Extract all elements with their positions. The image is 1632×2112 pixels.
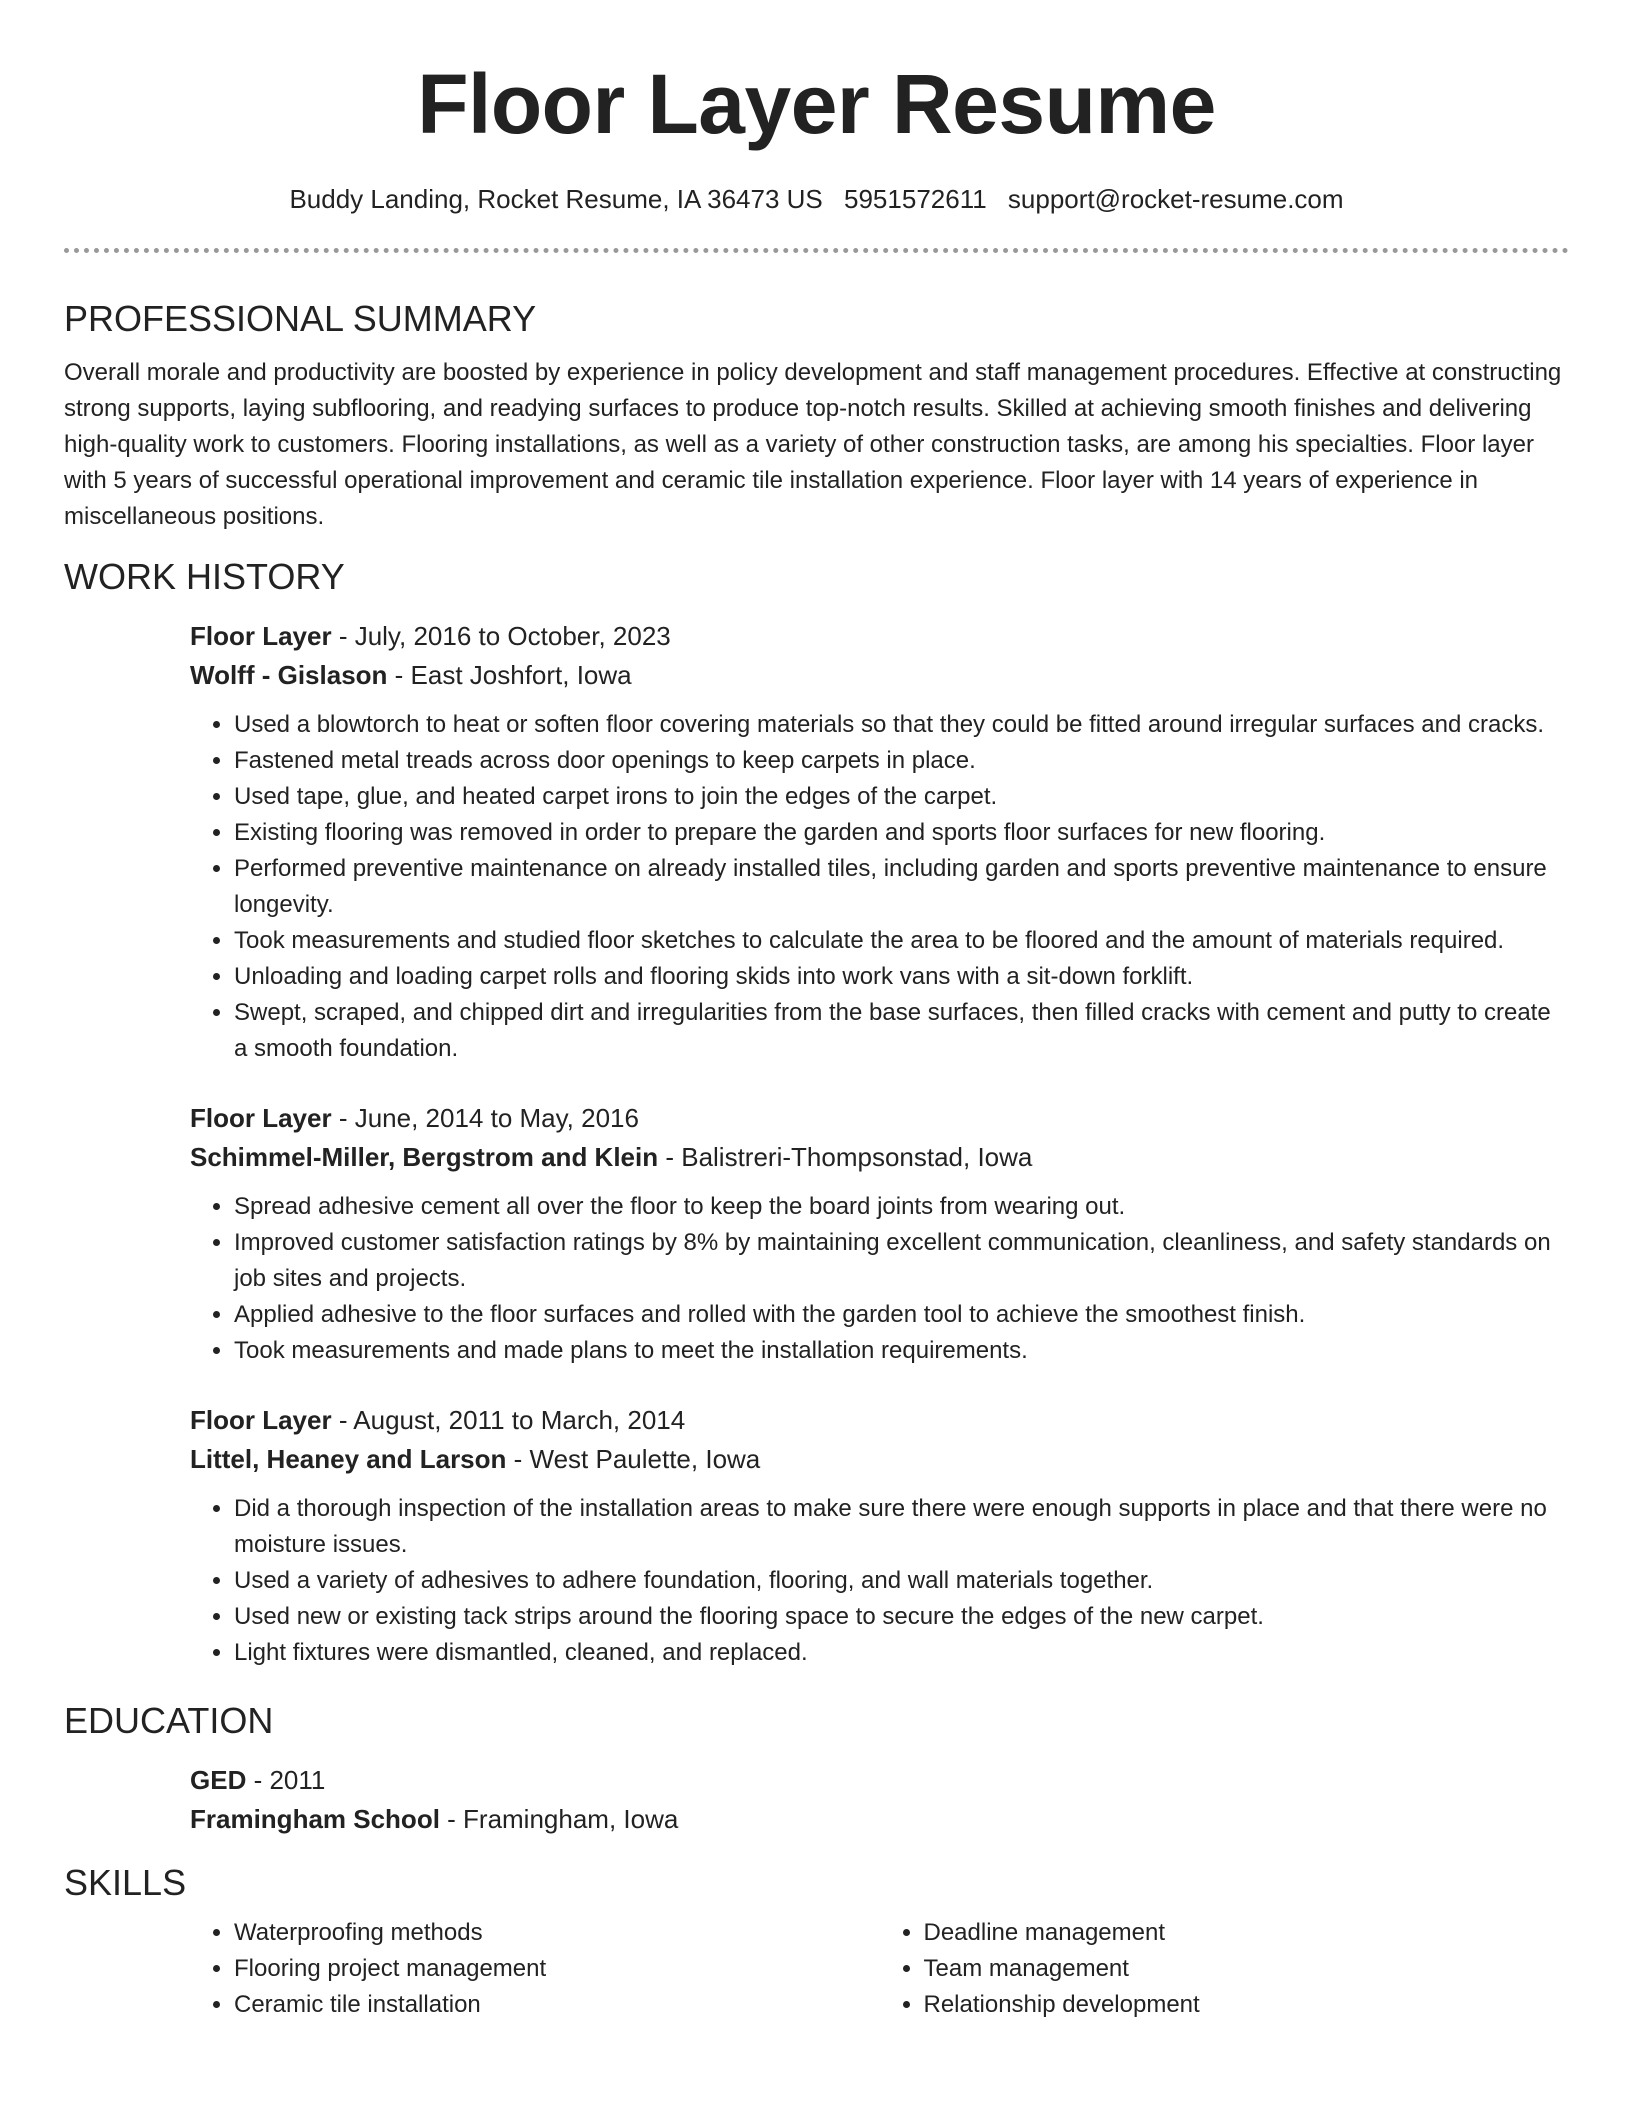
job-company: Wolff - Gislason [190, 660, 388, 690]
list-item: • Did a thorough inspection of the installation areas to make sure there were enough supports in place and that there were no moisture issues. [234, 1491, 1569, 1563]
job-company: Schimmel-Miller, Bergstrom and Klein [190, 1142, 659, 1172]
list-item: • Existing flooring was removed in order to prepare the garden and sports floor surfaces for new flooring. [234, 815, 1569, 851]
contact-address: Buddy Landing, Rocket Resume, IA 36473 US [289, 184, 823, 214]
contact-line [64, 182, 1569, 216]
job-entry [190, 617, 1569, 1067]
job-entry [190, 1099, 1569, 1369]
resume-page [64, 0, 1569, 2023]
job-dates: - August, 2011 to March, 2014 [331, 1405, 686, 1435]
skill-item: • Deadline management [924, 1915, 1570, 1951]
skills-heading: SKILLS [64, 1862, 187, 1903]
job-title: Floor Layer [190, 1405, 332, 1435]
work-heading: WORK HISTORY [64, 556, 345, 597]
job-title: Floor Layer [190, 1103, 332, 1133]
education-location: - Framingham, Iowa [439, 1804, 679, 1834]
list-item: • Took measurements and studied floor sketches to calculate the area to be floored and the amount of materials required. [234, 923, 1569, 959]
list-item: • Used a variety of adhesives to adhere foundation, flooring, and wall materials together. [234, 1563, 1569, 1599]
job-company-line [190, 1138, 1569, 1177]
education-year: - 2011 [246, 1765, 326, 1795]
job-title-line [190, 1099, 1569, 1138]
job-dates: - July, 2016 to October, 2023 [331, 621, 671, 651]
skill-item: • Flooring project management [234, 1951, 880, 1987]
list-item: • Improved customer satisfaction ratings by 8% by maintaining excellent communication, cleanliness, and safety standards on job sites and projects. [234, 1225, 1569, 1297]
page-title: Floor Layer Resume [417, 57, 1216, 151]
list-item: • Swept, scraped, and chipped dirt and irregularities from the base surfaces, then filled cracks with cement and putty to create a smooth foundation. [234, 995, 1569, 1067]
education-entry [190, 1761, 1569, 1839]
job-dates: - June, 2014 to May, 2016 [331, 1103, 639, 1133]
education-degree-line [190, 1761, 1569, 1800]
job-company-line [190, 656, 1569, 695]
job-company-line [190, 1440, 1569, 1479]
list-item: • Performed preventive maintenance on already installed tiles, including garden and sports preventive maintenance to ensure longevity. [234, 851, 1569, 923]
job-bullets [190, 1491, 1569, 1671]
list-item: • Took measurements and made plans to meet the installation requirements. [234, 1333, 1569, 1369]
summary-text: Overall morale and productivity are boosted by experience in policy development and staff management procedures. Effective at constructing strong supports, laying subflooring, and readying surfaces to produce top-notch results. Skilled at achieving smooth finishes and delivering high-quality work to customers. Flooring installations, as well as a variety of other construction tasks, are among his specialties. Floor layer with 5 years of successful operational improvement and ceramic tile installation experience. Floor layer with 14 years of experience in miscellaneous positions. [64, 359, 1562, 530]
skill-item: • Relationship development [924, 1987, 1570, 2023]
header-divider [64, 248, 1569, 253]
contact-email: support@rocket-resume.com [1007, 184, 1344, 214]
job-bullets [190, 1189, 1569, 1369]
job-title: Floor Layer [190, 621, 332, 651]
summary-heading: PROFESSIONAL SUMMARY [64, 298, 537, 339]
list-item: • Used a blowtorch to heat or soften floor covering materials so that they could be fitted around irregular surfaces and cracks. [234, 707, 1569, 743]
list-item: • Unloading and loading carpet rolls and flooring skids into work vans with a sit-down forklift. [234, 959, 1569, 995]
list-item: • Fastened metal treads across door openings to keep carpets in place. [234, 743, 1569, 779]
job-location: - West Paulette, Iowa [506, 1444, 761, 1474]
education-degree: GED [190, 1765, 247, 1795]
job-location: - East Joshfort, Iowa [387, 660, 632, 690]
job-bullets [190, 707, 1569, 1067]
education-school: Framingham School [190, 1804, 440, 1834]
job-title-line [190, 1401, 1569, 1440]
education-school-line [190, 1800, 1569, 1839]
education-heading: EDUCATION [64, 1700, 274, 1741]
list-item: • Used tape, glue, and heated carpet irons to join the edges of the carpet. [234, 779, 1569, 815]
skill-item: • Waterproofing methods [234, 1915, 880, 1951]
job-company: Littel, Heaney and Larson [190, 1444, 507, 1474]
skills-list [190, 1915, 1569, 2023]
job-entry [190, 1401, 1569, 1671]
list-item: • Spread adhesive cement all over the floor to keep the board joints from wearing out. [234, 1189, 1569, 1225]
list-item: • Light fixtures were dismantled, cleaned, and replaced. [234, 1635, 1569, 1671]
contact-phone: 5951572611 [844, 184, 987, 214]
list-item: • Applied adhesive to the floor surfaces and rolled with the garden tool to achieve the smoothest finish. [234, 1297, 1569, 1333]
job-title-line [190, 617, 1569, 656]
skill-item: • Ceramic tile installation [234, 1987, 880, 2023]
job-location: - Balistreri-Thompsonstad, Iowa [658, 1142, 1033, 1172]
list-item: • Used new or existing tack strips around the flooring space to secure the edges of the new carpet. [234, 1599, 1569, 1635]
skills-column-right [880, 1915, 1570, 2023]
skill-item: • Team management [924, 1951, 1570, 1987]
skills-column-left [190, 1915, 880, 2023]
